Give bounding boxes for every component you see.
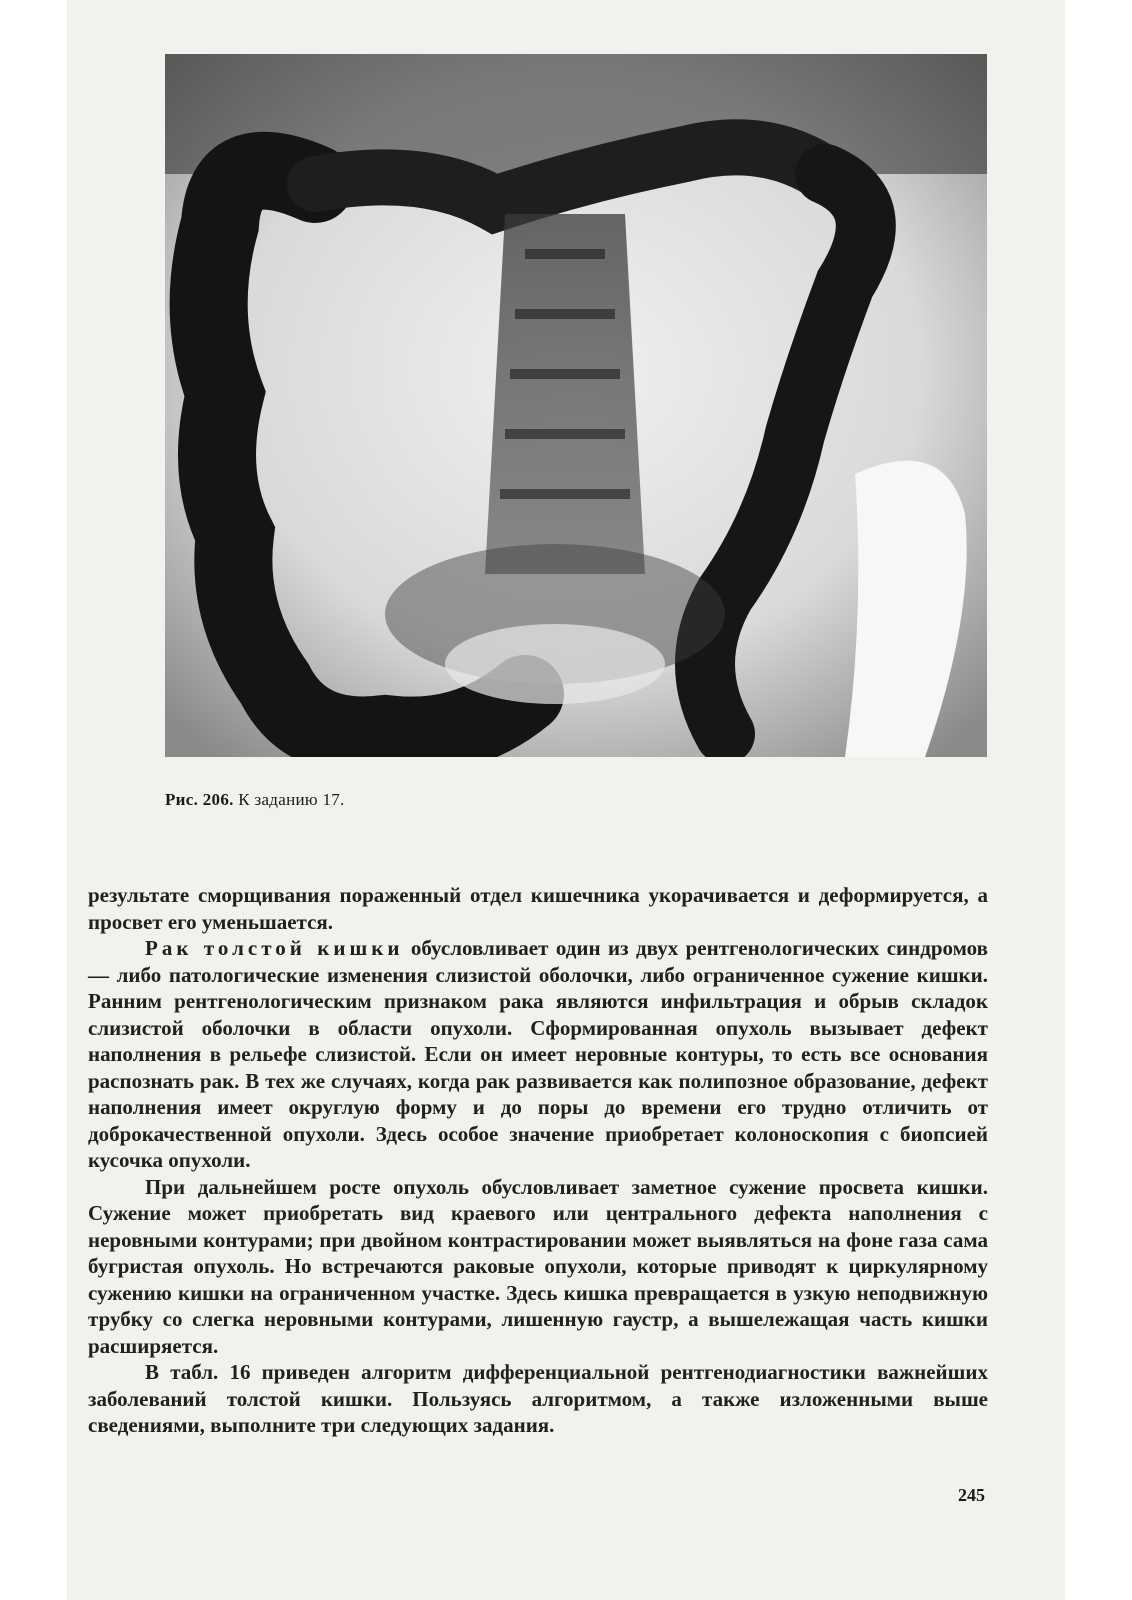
term-colon-cancer: Рак толстой кишки bbox=[145, 936, 404, 960]
paragraph-2 bbox=[88, 935, 988, 1174]
paragraph-2-text: обусловливает один из двух рентгенологических синдромов — либо патологические изменения слизистой оболочки, либо ограниченное сужение кишки. Ранним рентгенологическим признаком рака являются инфильтрация и обрыв складок слизистой оболочки в области опухоли. Сформированная опухоль вызывает дефект наполнения в рельефе слизистой. Если он имеет неровные контуры, то есть все основания распознать рак. В тех же случаях, когда рак развивается как полипозное образование, дефект наполнения имеет округлую форму и до поры до времени его трудно отличить от доброкачественной опухоли. Здесь особое значение приобретает колоноскопия с биопсией кусочка опухоли. bbox=[88, 936, 988, 1172]
figure-caption bbox=[165, 790, 345, 810]
page-number: 245 bbox=[958, 1485, 985, 1505]
xray-image bbox=[165, 54, 987, 757]
colon-radiograph-illustration bbox=[165, 54, 987, 757]
paragraph-1: результате сморщивания пораженный отдел кишечника укорачивается и деформируется, а просвет его уменьшается. bbox=[88, 883, 988, 934]
paragraph-4: В табл. 16 приведен алгоритм дифференциальной рентгенодиагностики важнейших заболеваний толстой кишки. Пользуясь алгоритмом, а также изложенными выше сведениями, выполните три следующих задания. bbox=[88, 1360, 988, 1437]
caption-text: К заданию 17. bbox=[238, 790, 345, 809]
body-text bbox=[88, 882, 988, 1439]
caption-label: Рис. 206. bbox=[165, 790, 234, 809]
paragraph-3: При дальнейшем росте опухоль обусловливает заметное сужение просвета кишки. Сужение может приобретать вид краевого или центрального дефекта наполнения с неровными контурами; при двойном контрастировании может выявляться на фоне газа сама бугристая опухоль. Но встречаются раковые опухоли, которые приводят к циркулярному сужению кишки на ограниченном участке. Здесь кишка превращается в узкую неподвижную трубку со слегка неровными контурами, лишенную гаустр, а вышележащая часть кишки расширяется. bbox=[88, 1174, 988, 1358]
